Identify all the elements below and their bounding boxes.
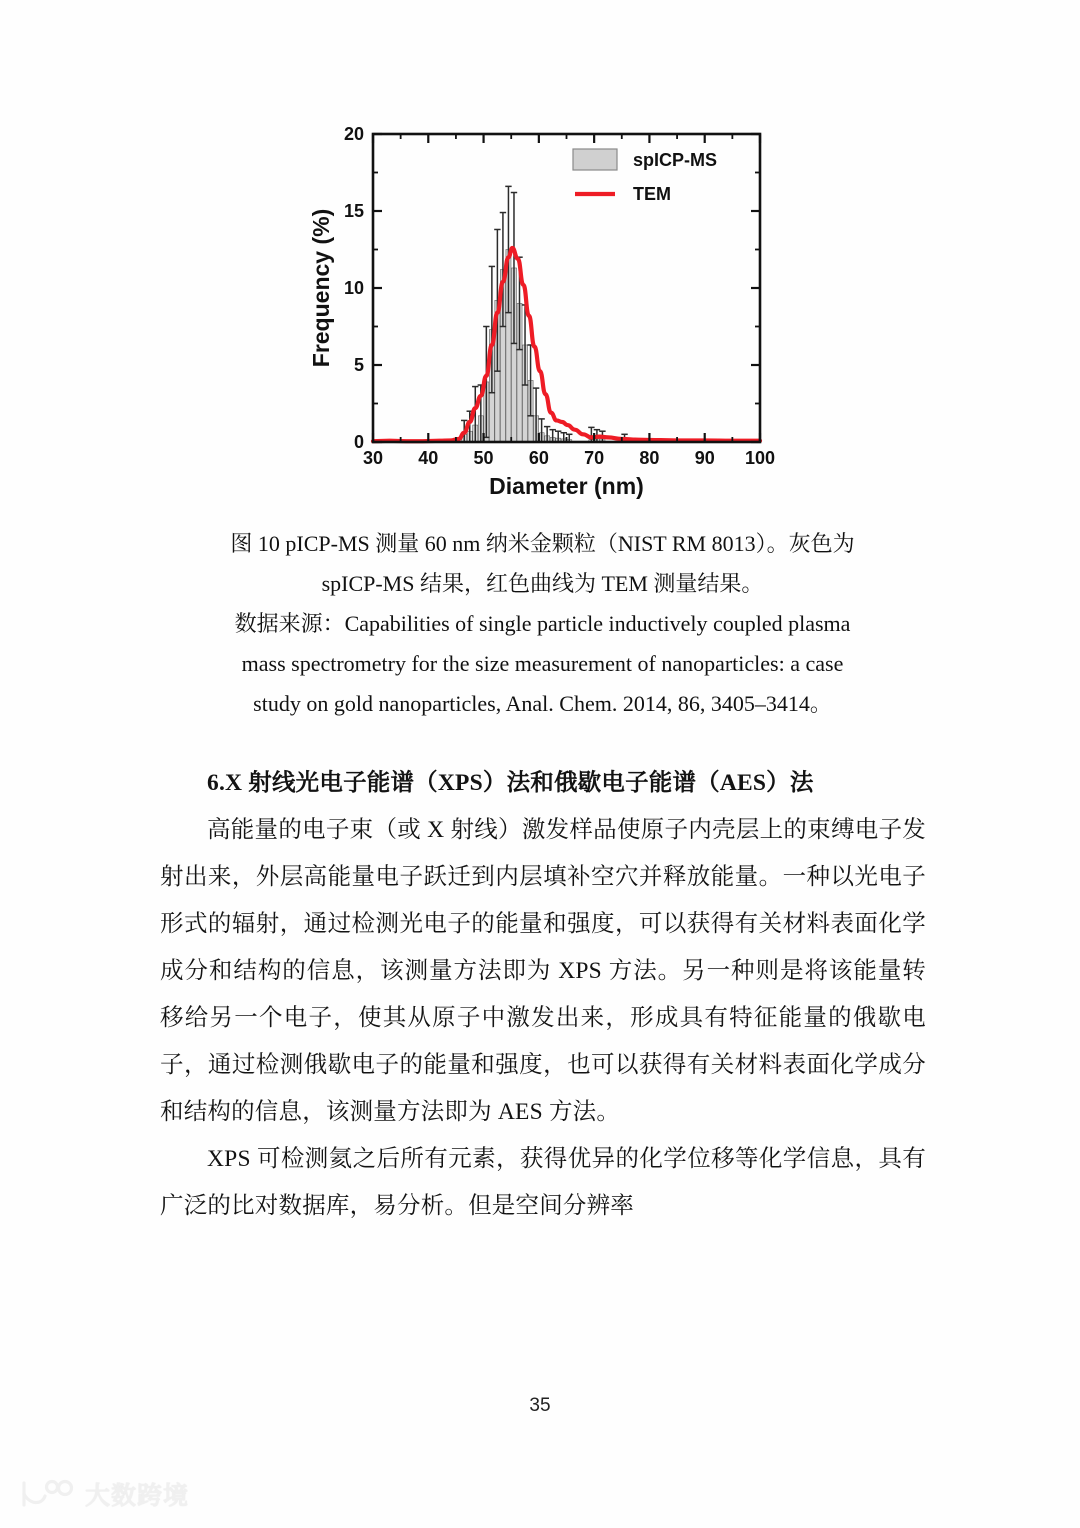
histogram-chart <box>305 112 775 507</box>
body-text <box>160 760 926 1230</box>
y-tick-label: 5 <box>353 355 364 375</box>
x-tick-label: 90 <box>694 448 715 468</box>
y-tick-label: 0 <box>353 432 364 452</box>
x-tick-label: 40 <box>418 448 439 468</box>
figure-caption <box>160 524 925 724</box>
watermark-text: 大数跨境 <box>85 1482 190 1510</box>
chart-legend <box>573 149 717 204</box>
legend-swatch-bar <box>573 149 617 170</box>
x-tick-label: 60 <box>528 448 549 468</box>
paragraph-principle: 高能量的电子束（或 X 射线）激发样品使原子内壳层上的束缚电子发射出来，外层高能量电子跃迁到内层填补空穴并释放能量。一种以光电子形式的辐射，通过检测光电子的能量和强度，可以获得有关材料表面化学成分和结构的信息，该测量方法即为 XPS 方法。另一种则是将该能量转移给另一个电子，使其从原子中激发出来，形成具有特征能量的俄歇电子，通过检测俄歇电子的能量和强度，也可以获得有关材料表面化学成分和结构的信息，该测量方法即为 AES 方法。 <box>160 817 926 1125</box>
y-tick-label: 20 <box>343 124 364 144</box>
y-axis-label: Frequency (%) <box>308 208 334 368</box>
caption-line-1: 图 10 pICP-MS 测量 60 nm 纳米金颗粒（NIST RM 8013）。灰色为 <box>230 531 855 556</box>
caption-source-line-1: 数据来源：Capabilities of single particle inductively coupled plasma <box>234 611 851 636</box>
watermark <box>18 1476 189 1512</box>
x-tick-label: 50 <box>473 448 494 468</box>
x-tick-label: 80 <box>639 448 660 468</box>
caption-source-line-2: mass spectrometry for the size measurement of nanoparticles: a case <box>241 651 844 676</box>
watermark-logo-icon <box>18 1477 76 1511</box>
chart-container <box>305 112 775 507</box>
figure-10 <box>0 112 1080 507</box>
caption-line-2: spICP-MS 结果，红色曲线为 TEM 测量结果。 <box>321 571 764 596</box>
plot-frame <box>373 134 760 442</box>
page-number: 35 <box>529 1395 551 1416</box>
section-heading-xps-aes: 6.X 射线光电子能谱（XPS）法和俄歇电子能谱（AES）法 <box>207 770 814 796</box>
y-tick-label: 15 <box>343 201 364 221</box>
x-tick-label: 70 <box>584 448 605 468</box>
x-tick-label: 100 <box>744 448 775 468</box>
legend-label-spicpms: spICP-MS <box>633 150 718 170</box>
caption-source-line-3: study on gold nanoparticles, Anal. Chem. 2014, 86, 3405–3414。 <box>253 691 832 716</box>
y-tick-label: 10 <box>343 278 364 298</box>
paragraph-xps-capability: XPS 可检测氦之后所有元素，获得优异的化学位移等化学信息，具有广泛的比对数据库，易分析。但是空间分辨率 <box>160 1146 926 1219</box>
legend-label-tem: TEM <box>633 184 671 204</box>
tem-curve <box>373 248 760 441</box>
axis-ticks <box>373 134 760 442</box>
x-tick-label: 30 <box>362 448 384 468</box>
x-axis-label: Diameter (nm) <box>489 473 644 499</box>
